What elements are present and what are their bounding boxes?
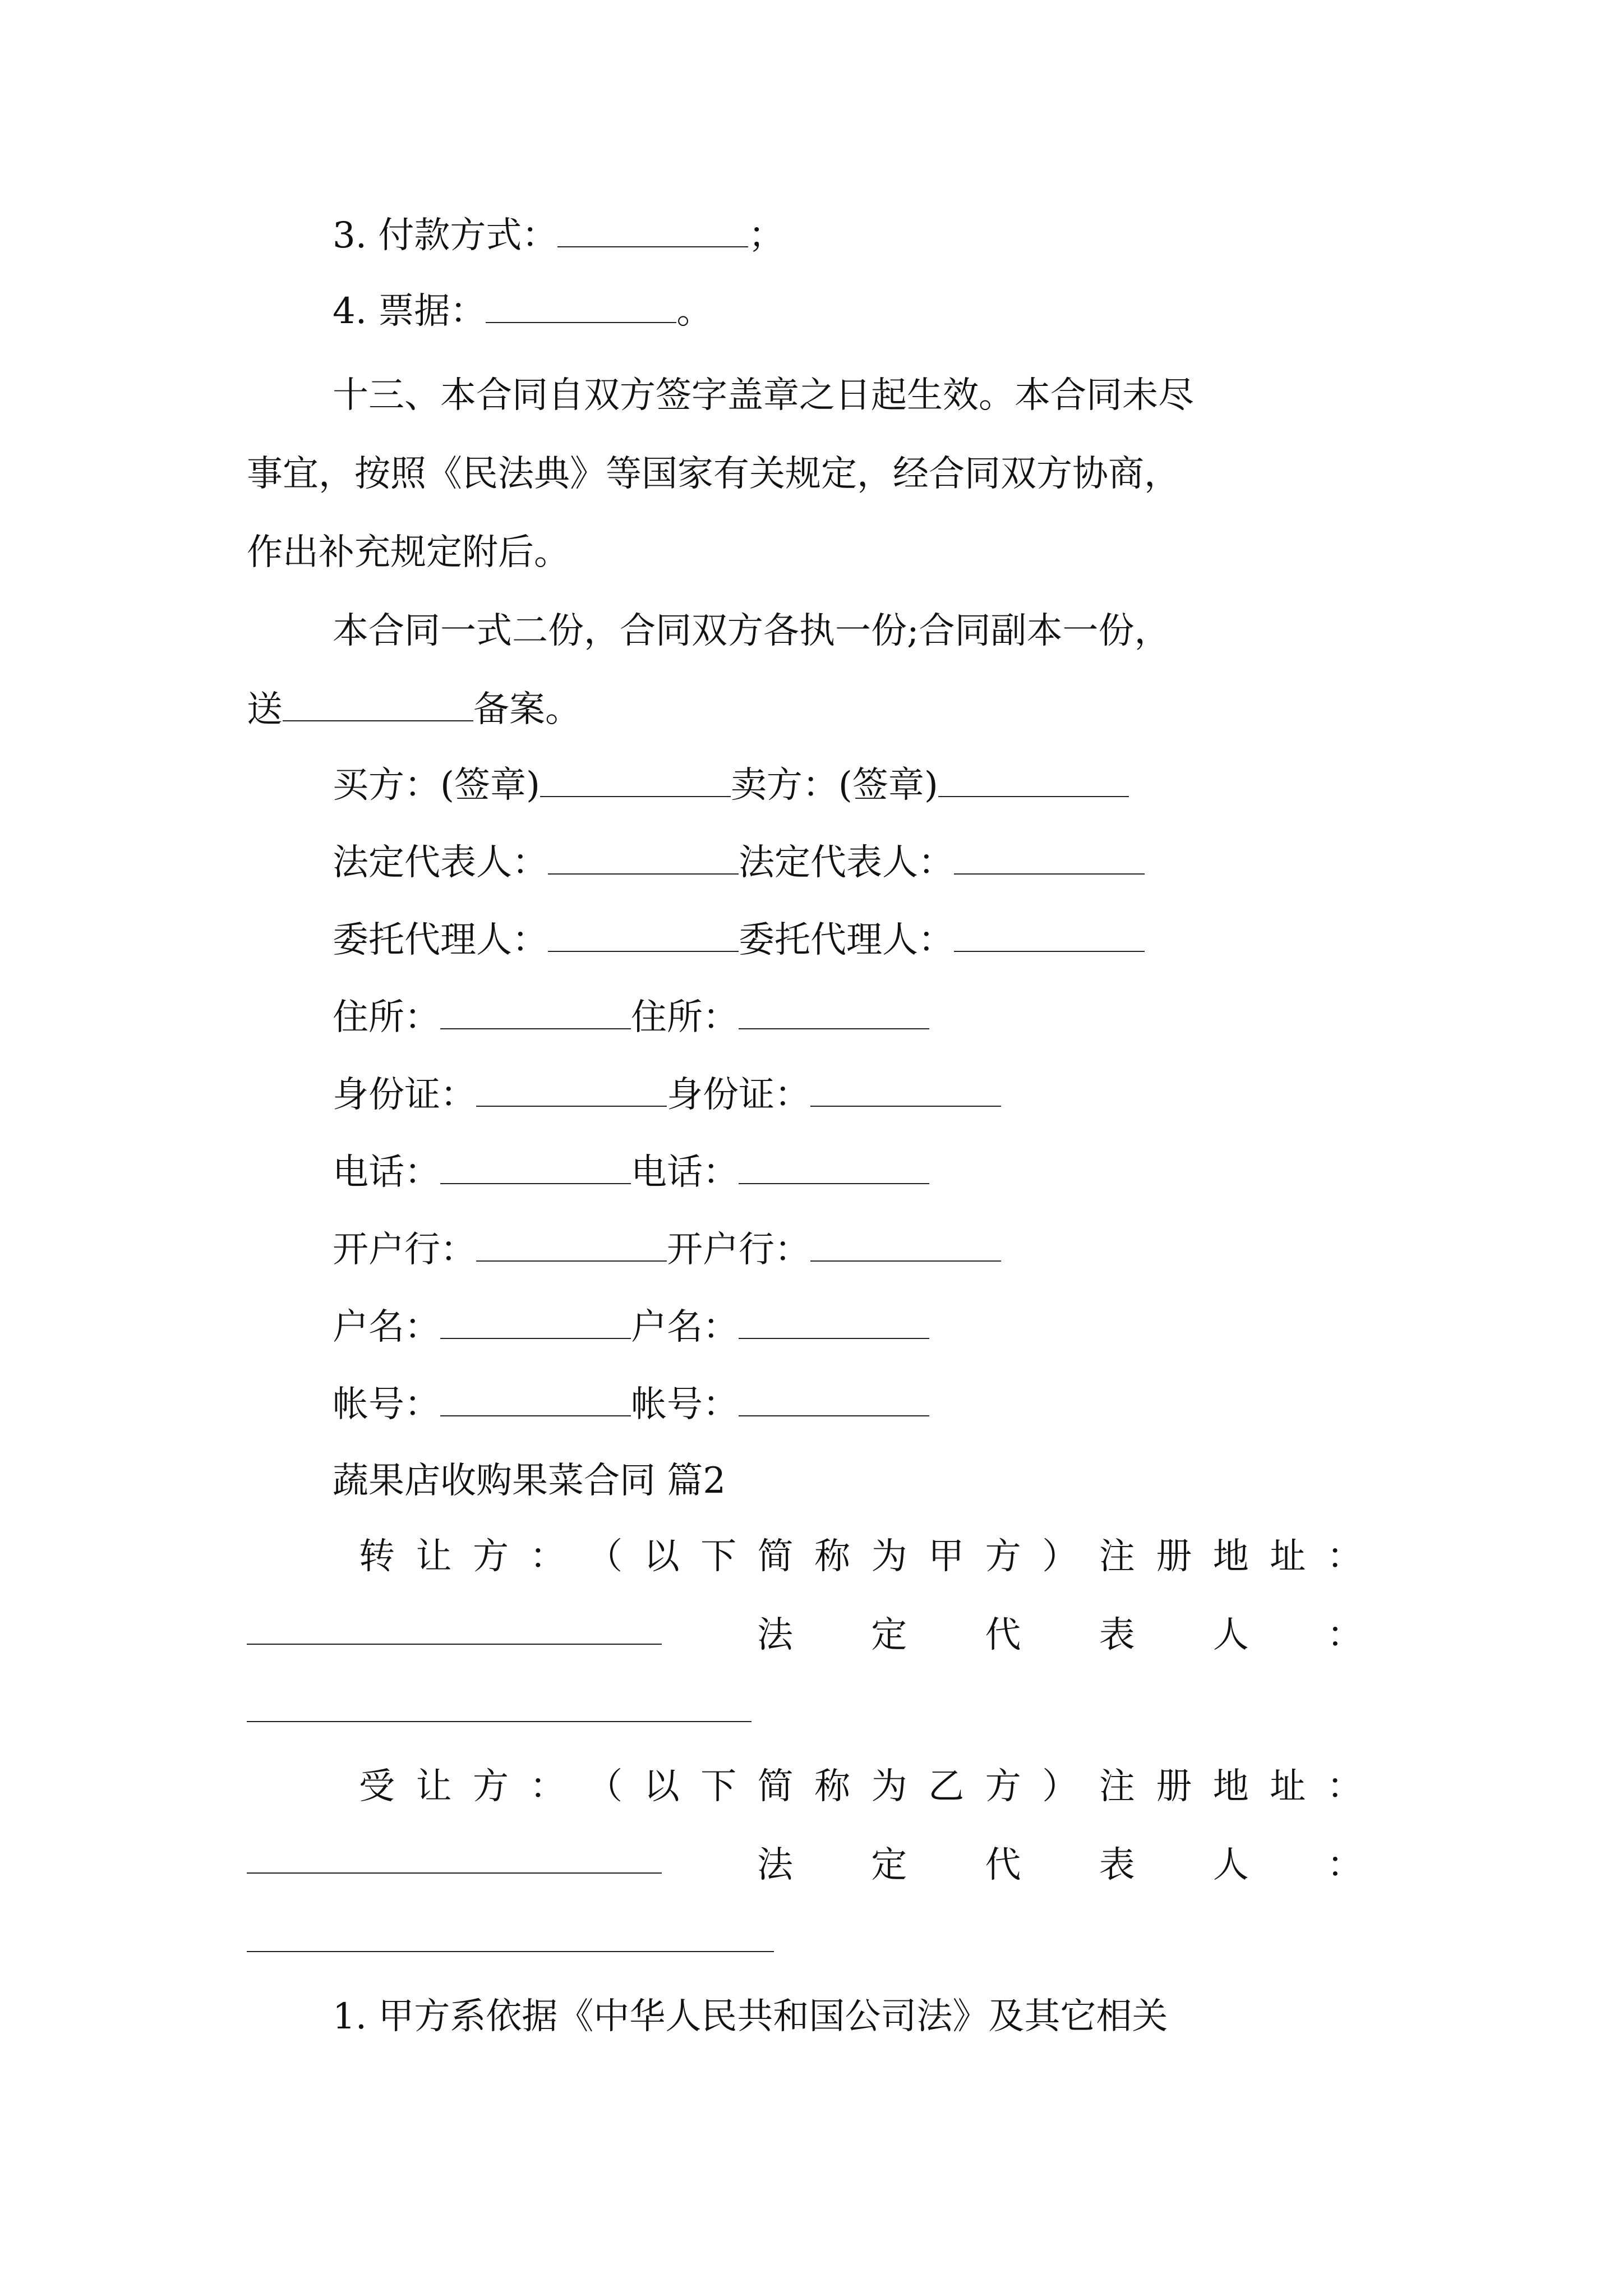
seller-address-blank[interactable] [739, 995, 929, 1029]
transferor-address-blank[interactable] [247, 1644, 662, 1645]
transferor-char: 址 [1270, 1536, 1306, 1577]
transferor-char: 下 [700, 1536, 737, 1577]
transferee-row [359, 1756, 1363, 1818]
transferor-legal-rep-char: 表 [1099, 1614, 1135, 1656]
seller-phone-blank[interactable] [739, 1149, 929, 1184]
transferee-char: 方 [473, 1766, 509, 1807]
transferor-legal-rep-char: 定 [871, 1614, 907, 1656]
sig-row-address [333, 987, 929, 1048]
seller-bank-blank[interactable] [810, 1227, 1001, 1262]
sig-row-agent [333, 909, 1145, 971]
buyer-stamp-blank[interactable] [540, 762, 731, 797]
seller-phone-label: 电话： [631, 1152, 739, 1193]
transferor-legal-rep-char: 代 [985, 1614, 1021, 1656]
seller-agent-blank[interactable] [954, 917, 1145, 952]
transferee-char: 地 [1212, 1766, 1249, 1807]
transferee-legal-rep-char: 表 [1099, 1844, 1135, 1886]
buyer-rep-blank[interactable] [548, 840, 739, 875]
buyer-agent-blank[interactable] [548, 917, 739, 952]
transferor-char: （ [587, 1536, 623, 1577]
transferor-char: 为 [871, 1536, 907, 1577]
transferee-char: 称 [814, 1766, 851, 1807]
sig-row-id [333, 1064, 1001, 1126]
transferor-char: 甲 [928, 1536, 965, 1577]
transferee-char: ： [1326, 1766, 1363, 1807]
clause13-line3: 作出补充规定附后。 [247, 532, 570, 573]
seller-account-name-blank[interactable] [739, 1304, 929, 1339]
transferor-char: 转 [359, 1536, 395, 1577]
seller-rep-blank[interactable] [954, 840, 1145, 875]
transferee-char: 方 [985, 1766, 1021, 1807]
seller-id-blank[interactable] [810, 1072, 1001, 1107]
buyer-account-name-label: 户名： [333, 1306, 440, 1348]
transferee-char: 为 [871, 1766, 907, 1807]
transferor-char: 册 [1156, 1536, 1192, 1577]
buyer-agent-label: 委托代理人： [333, 919, 548, 961]
receipt-end: 。 [676, 291, 713, 332]
transferee-char: 注 [1099, 1766, 1135, 1807]
buyer-phone-blank[interactable] [440, 1149, 631, 1184]
buyer-account-no-label: 帐号： [333, 1384, 440, 1425]
payment-end: ； [748, 215, 785, 256]
transferee-char: 以 [643, 1766, 680, 1807]
copies-line1: 本合同一式二份，合同双方各执一份;合同副本一份， [333, 610, 1170, 652]
transferor-char: ： [1326, 1536, 1363, 1577]
transferor-char: 地 [1212, 1536, 1249, 1577]
transferor-char: ： [529, 1536, 566, 1577]
buyer-stamp-label: 买方：(签章) [333, 765, 540, 806]
sig-row-account-name [333, 1296, 929, 1358]
buyer-id-blank[interactable] [476, 1072, 667, 1107]
buyer-address-label: 住所： [333, 997, 440, 1038]
transferee-char: 让 [416, 1766, 452, 1807]
transferor-legal-rep-char: 人 [1212, 1614, 1249, 1656]
transferee-char: （ [587, 1766, 623, 1807]
seller-stamp-label: 卖方：(签章) [730, 765, 938, 806]
article2-title: 蔬果店收购果菜合同 篇2 [333, 1460, 726, 1502]
transferor-char: ） [1042, 1536, 1078, 1577]
clause13-line2: 事宜，按照《民法典》等国家有关规定，经合同双方协商， [247, 453, 1180, 495]
transferee-legal-rep-char: 法 [757, 1844, 793, 1886]
sig-row-account-no [333, 1374, 929, 1435]
transferor-char: 称 [814, 1536, 851, 1577]
transferee-address-blank[interactable] [247, 1872, 662, 1874]
transferee-char: 受 [359, 1766, 395, 1807]
seller-account-no-blank[interactable] [739, 1382, 929, 1416]
transferee-char: 册 [1156, 1766, 1192, 1807]
transferee-legal-rep-row [757, 1834, 1363, 1896]
copies-line2 [247, 679, 581, 740]
buyer-phone-label: 电话： [333, 1152, 440, 1193]
filing-agency-blank[interactable] [283, 687, 473, 721]
sig-row-bank [333, 1219, 1001, 1281]
seller-account-name-label: 户名： [631, 1306, 739, 1348]
transferee-char: 址 [1270, 1766, 1306, 1807]
transferee-char: ） [1042, 1766, 1078, 1807]
transferor-legal-rep-row [757, 1604, 1363, 1666]
transferor-char: 以 [643, 1536, 680, 1577]
sig-row-phone [333, 1142, 929, 1203]
seller-stamp-blank[interactable] [938, 762, 1129, 797]
sig-row-rep [333, 832, 1145, 894]
seller-agent-label: 委托代理人： [739, 919, 954, 961]
buyer-id-label: 身份证： [333, 1074, 476, 1116]
transferor-legal-rep-char: ： [1326, 1614, 1363, 1656]
transferee-legal-rep-char: ： [1326, 1844, 1363, 1886]
transferee-legal-rep-char: 人 [1212, 1844, 1249, 1886]
seller-rep-label: 法定代表人： [739, 842, 954, 884]
seller-bank-label: 开户行： [667, 1229, 810, 1271]
receipt-label: 4. 票据： [333, 291, 486, 332]
sig-row-stamp [333, 754, 1129, 816]
transferee-char: 下 [700, 1766, 737, 1807]
payment-blank[interactable] [557, 213, 748, 247]
transferor-char: 方 [473, 1536, 509, 1577]
transferor-char: 让 [416, 1536, 452, 1577]
transferor-char: 方 [985, 1536, 1021, 1577]
buyer-rep-label: 法定代表人： [333, 842, 548, 884]
seller-id-label: 身份证： [667, 1074, 810, 1116]
payment-line [333, 205, 784, 266]
article2-item1: 1. 甲方系依据《中华人民共和国公司法》及其它相关 [333, 1996, 1168, 2037]
buyer-address-blank[interactable] [440, 995, 631, 1029]
seller-account-no-label: 帐号： [631, 1384, 739, 1425]
transferor-char: 简 [757, 1536, 794, 1577]
copies-suffix: 备案。 [473, 689, 581, 730]
transferor-char: 注 [1099, 1536, 1135, 1577]
seller-address-label: 住所： [631, 997, 739, 1038]
buyer-account-no-blank[interactable] [440, 1382, 631, 1416]
transferor-row [359, 1526, 1363, 1588]
copies-prefix: 送 [247, 689, 283, 730]
transferor-legal-rep-char: 法 [757, 1614, 793, 1656]
payment-label: 3. 付款方式： [333, 215, 558, 256]
clause13-line1: 十三、本合同自双方签字盖章之日起生效。本合同未尽 [333, 375, 1194, 416]
transferee-legal-rep-blank[interactable] [247, 1951, 774, 1952]
transferee-legal-rep-char: 代 [985, 1844, 1021, 1886]
buyer-bank-label: 开户行： [333, 1229, 476, 1271]
transferee-char: 乙 [928, 1766, 965, 1807]
receipt-blank[interactable] [486, 288, 676, 323]
receipt-line [333, 280, 712, 342]
buyer-bank-blank[interactable] [476, 1227, 667, 1262]
transferee-char: ： [529, 1766, 566, 1807]
buyer-account-name-blank[interactable] [440, 1304, 631, 1339]
transferee-char: 简 [757, 1766, 794, 1807]
transferor-legal-rep-blank[interactable] [247, 1721, 751, 1722]
transferee-legal-rep-char: 定 [871, 1844, 907, 1886]
